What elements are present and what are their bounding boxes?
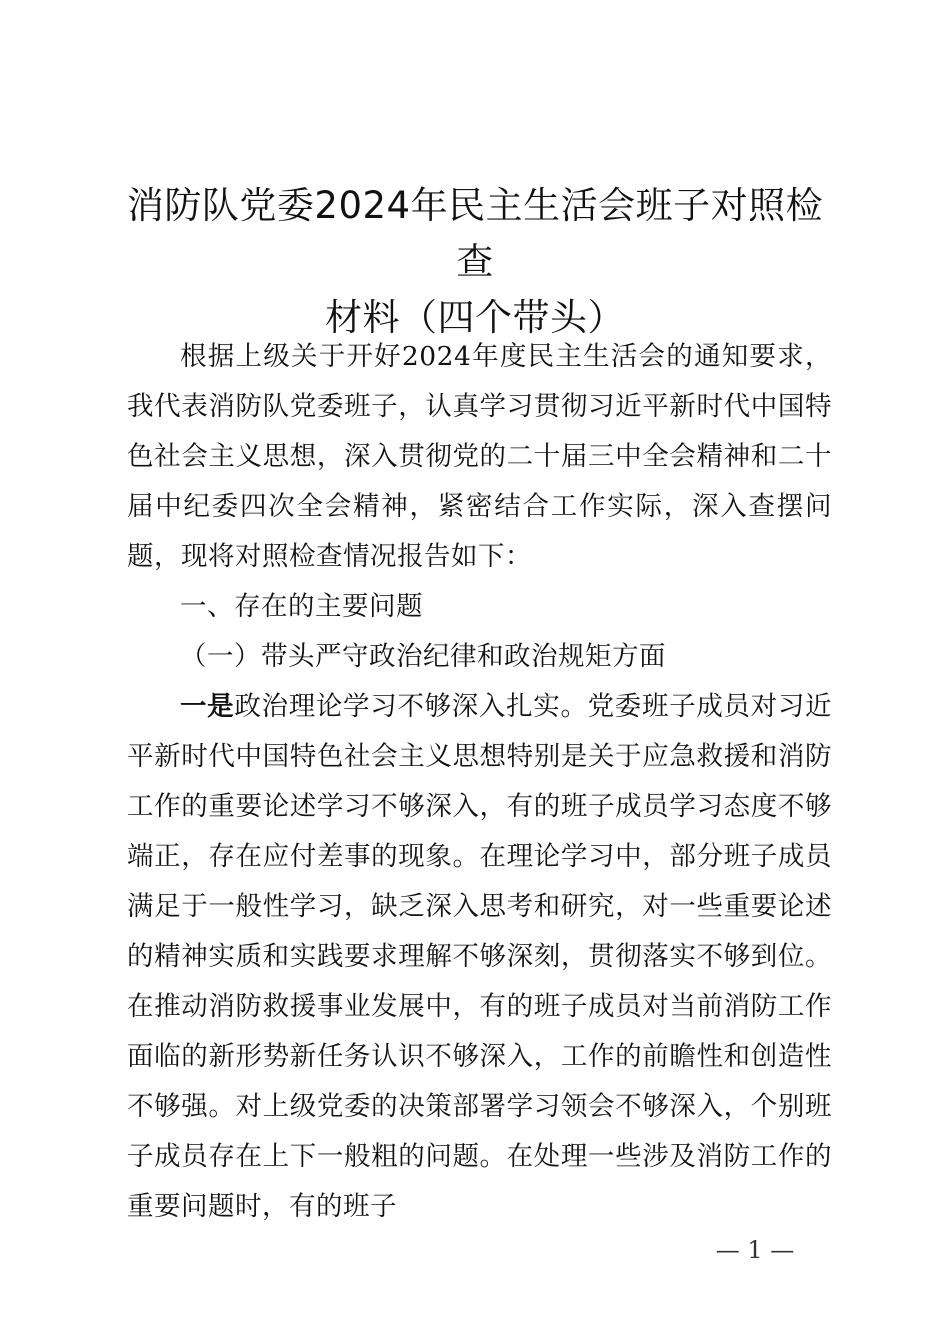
title-line-1: 消防队党委2024年民主生活会班子对照检查	[126, 184, 824, 283]
point-lead: 一是	[180, 691, 235, 722]
subsection-heading: （一）带头严守政治纪律和政治规矩方面	[180, 641, 666, 672]
section-heading: 一、存在的主要问题	[180, 591, 423, 622]
intro-paragraph: 根据上级关于开好2024年度民主生活会的通知要求，我代表消防队党委班子，认真学习贯彻习近平新时代中国特色社会主义思想，深入贯彻党的二十届三中全会精神和二十届中纪委四次全会精神，紧密结合工作实际，深入查摆问题，现将对照检查情况报告如下：	[127, 341, 832, 572]
document-title	[120, 178, 830, 346]
document-body	[127, 332, 832, 1232]
point-paragraph	[127, 682, 832, 1232]
title-line-2: 材料（四个带头）	[325, 296, 625, 339]
point-text: 政治理论学习不够深入扎实。党委班子成员对习近平新时代中国特色社会主义思想特别是关于应急救援和消防工作的重要论述学习不够深入，有的班子成员学习态度不够端正，存在应付差事的现象。在理论学习中，部分班子成员满足于一般性学习，缺乏深入思考和研究，对一些重要论述的精神实质和实践要求理解不够深刻，贯彻落实不够到位。在推动消防救援事业发展中，有的班子成员对当前消防工作面临的新形势新任务认识不够深入，工作的前瞻性和创造性不够强。对上级党委的决策部署学习领会不够深入，个别班子成员存在上下一般粗的问题。在处理一些涉及消防工作的重要问题时，有的班子	[127, 691, 833, 1222]
page-number: — 1 —	[715, 1236, 795, 1264]
